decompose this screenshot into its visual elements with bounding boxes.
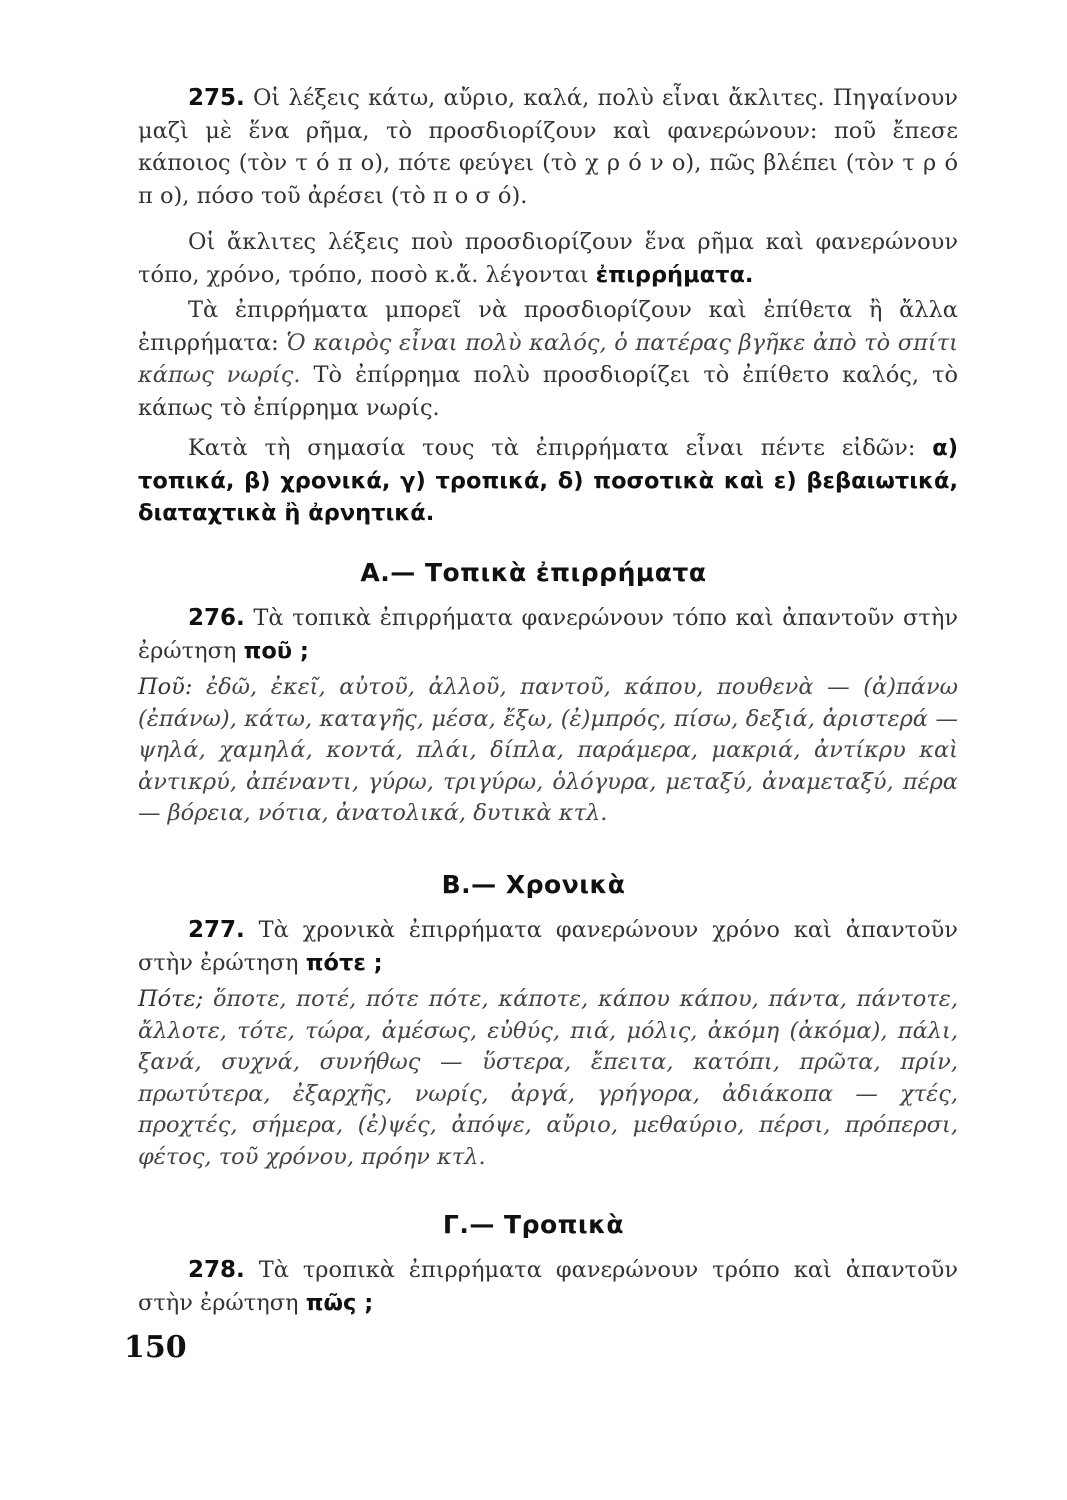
paragraph-278	[138, 1254, 958, 1319]
kinds-intro: Κατὰ τὴ σημασία τους τὰ ἐπιρρήματα εἶναι πέντε εἰδῶν:	[188, 435, 916, 461]
list-topika-items: ἐδῶ, ἐκεῖ, αὐτοῦ, ἀλλοῦ, παντοῦ, κάπου, πουθενὰ — (ἀ)πάνω (ἐπάνω), κάτω, καταγῆς, μέσα, ἔξω, (ἐ)μπρός, πίσω, δεξιά, ἀριστερά — ψηλά, χαμηλά, κοντά, πλάι, δίπλα, παράμερα, μακριά, ἀντίκρυ καὶ ἀντικρύ, ἀπέναντι, γύρω, τριγύρω, ὁλόγυρα, μεταξύ, ἀναμεταξύ, πέρα — βόρεια, νότια, ἀνατολικά, δυτικὰ κτλ.	[138, 674, 959, 826]
paragraph-278-text: Τὰ τροπικὰ ἐπιρρήματα φανερώνουν τρόπο καὶ ἀπαντοῦν στὴν ἐρώτηση	[138, 1257, 958, 1316]
paragraph-277-text: Τὰ χρονικὰ ἐπιρρήματα φανερώνουν χρόνο καὶ ἀπαντοῦν στὴν ἐρώτηση	[138, 917, 958, 976]
paragraph-275-kinds	[138, 432, 958, 530]
list-chronika-lead: Πότε;	[138, 986, 204, 1012]
question-pote: πότε ;	[305, 949, 383, 976]
modifiers-explanation: Τὸ ἐπίρρημα πολὺ προσδιορίζει τὸ ἐπίθετο καλός, τὸ κάπως τὸ ἐπίρρημα νωρίς.	[138, 362, 958, 421]
question-pou: ποῦ ;	[243, 637, 309, 664]
section-heading-topika: Α.— Τοπικὰ ἐπιρρήματα	[360, 558, 707, 587]
list-topika-lead: Ποῦ:	[138, 674, 193, 700]
paragraph-275-definition	[138, 226, 958, 291]
paragraph-276-text: Τὰ τοπικὰ ἐπιρρήματα φανερώνουν τόπο καὶ ἀπαντοῦν στὴν ἐρώτηση	[138, 605, 958, 664]
modifiers-example: Ὁ καιρὸς εἶναι πολὺ καλός, ὁ πατέρας βγῆκε ἀπὸ τὸ σπίτι κάπως νωρίς.	[138, 329, 958, 388]
list-topika	[138, 672, 958, 830]
section-number-275: 275.	[188, 85, 245, 111]
list-chronika	[138, 984, 958, 1173]
paragraph-275	[138, 82, 958, 212]
section-number-276: 276.	[188, 605, 245, 631]
paragraph-275-text: Οἱ λέξεις κάτω, αὔριο, καλά, πολὺ εἶναι ἄκλιτες. Πηγαίνουν μαζὶ μὲ ἕνα ρῆμα, τὸ προσδιορίζουν καὶ φανερώνουν: ποῦ ἔπεσε κάποιος (τὸν τ ό π ο), πότε φεύγει (τὸ χ ρ ό ν ο), πῶς βλέπει (τὸν τ ρ ό π ο), πόσο τοῦ ἀρέσει (τὸ π ο σ ό).	[138, 85, 958, 209]
paragraph-275-modifiers	[138, 294, 958, 424]
question-pos: πῶς ;	[305, 1289, 374, 1316]
paragraph-277	[138, 914, 958, 979]
definition-text: Οἱ ἄκλιτες λέξεις ποὺ προσδιορίζουν ἕνα ρῆμα καὶ φανερώνουν τόπο, χρόνο, τρόπο, ποσὸ κ.ἄ. λέγονται	[138, 229, 958, 288]
section-number-277: 277.	[188, 917, 245, 943]
section-heading-chronika: Β.— Χρονικὰ	[441, 870, 626, 899]
section-heading-tropika: Γ.— Τροπικὰ	[442, 1210, 625, 1239]
list-chronika-items: ὅποτε, ποτέ, πότε πότε, κάποτε, κάπου κάπου, πάντα, πάντοτε, ἄλλοτε, τότε, τώρα, ἀμέσως, εὐθύς, πιά, μόλις, ἀκόμη (ἀκόμα), πάλι, ξανά, συχνά, συνήθως — ὕστερα, ἔπειτα, κατόπι, πρῶτα, πρίν, πρωτύτερα, ἐξαρχῆς, νωρίς, ἀργά, γρήγορα, ἀδιάκοπα — χτές, προχτές, σήμερα, (ἐ)ψές, ἀπόψε, αὔριο, μεθαύριο, πέρσι, πρόπερσι, φέτος, τοῦ χρόνου, πρόην κτλ.	[138, 986, 959, 1170]
kinds-list: α) τοπικά, β) χρονικά, γ) τροπικά, δ) ποσοτικὰ καὶ ε) βεβαιωτικά, διαταχτικὰ ἢ ἀρνητικά.	[138, 435, 959, 526]
term-epirrimata: ἐπιρρήματα.	[595, 261, 754, 288]
modifiers-text: Τὰ ἐπιρρήματα μπορεῖ νὰ προσδιορίζουν καὶ ἐπίθετα ἢ ἄλλα ἐπιρρήματα:	[138, 297, 958, 356]
section-number-278: 278.	[188, 1257, 245, 1283]
page-number: 150	[124, 1330, 187, 1365]
paragraph-276	[138, 602, 958, 667]
